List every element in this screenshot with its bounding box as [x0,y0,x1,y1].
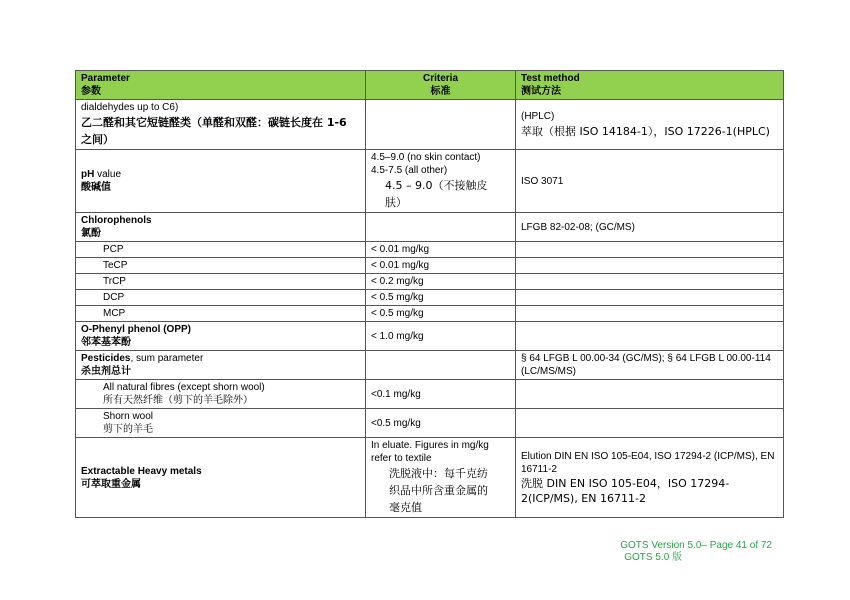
criteria-cell [366,351,516,380]
criteria-en: In eluate. Figures in mg/kg refer to textile [371,440,489,464]
method-cell [516,242,784,258]
method-cell [516,100,784,150]
header-criteria-en: Criteria [422,73,458,84]
parameter-criteria-table [75,70,784,518]
param-en: Chlorophenols [81,215,152,226]
criteria-cell [366,438,516,518]
param-en: All natural fibres (except shorn wool) [103,382,265,393]
table-row-pcp [76,242,784,258]
table-header-row [76,71,784,100]
param-cell [76,322,366,351]
criteria-cell: < 0.01 mg/kg [366,242,516,258]
param-cell: MCP [76,306,366,322]
header-criteria [366,71,516,100]
criteria-cell: < 0.2 mg/kg [366,274,516,290]
param-cell: TeCP [76,258,366,274]
param-zh: 邻苯基苯酚 [81,337,131,348]
table-row-shorn-wool [76,409,784,438]
param-en-bold: Pesticides [81,353,131,364]
param-cell [76,351,366,380]
param-cell: DCP [76,290,366,306]
table-row-heavy-metals [76,438,784,518]
header-test-method [516,71,784,100]
table-row-opp [76,322,784,351]
criteria-line1: 4.5–9.0 (no skin contact) [371,152,481,163]
method-cell [516,409,784,438]
param-en: O-Phenyl phenol (OPP) [81,324,192,335]
param-zh: 杀虫剂总计 [81,366,131,377]
param-zh: 剪下的羊毛 [103,424,153,435]
method-cell [516,290,784,306]
header-method-zh: 测试方法 [521,86,561,97]
param-cell [76,100,366,150]
table-row-tecp [76,258,784,274]
table-row-chlorophenols [76,213,784,242]
header-criteria-zh: 标准 [430,86,451,97]
table-row-natural-fibres [76,380,784,409]
param-zh: 酸碱值 [81,182,111,193]
page-footer [620,540,772,564]
method-cell [516,258,784,274]
param-cell [76,380,366,409]
criteria-cell: < 1.0 mg/kg [366,322,516,351]
footer-version-zh: GOTS 5.0 版 [624,552,683,563]
criteria-cell [366,213,516,242]
header-method-en: Test method [521,73,580,84]
criteria-cell [366,150,516,213]
criteria-cell: < 0.01 mg/kg [366,258,516,274]
criteria-zh: 4.5 – 9.0（不接触皮肤） [385,179,488,209]
table-row-pesticides [76,351,784,380]
footer-version-page: GOTS Version 5.0– Page 41 of 72 [620,540,772,551]
criteria-cell: <0.1 mg/kg [366,380,516,409]
header-parameter-zh: 参数 [81,86,101,97]
param-zh: 氯酚 [81,228,101,239]
method-en: (HPLC) [521,110,555,122]
param-cell [76,409,366,438]
method-cell: LFGB 82-02-08; (GC/MS) [516,213,784,242]
table-row-ph [76,150,784,213]
method-en: Elution DIN EN ISO 105-E04, ISO 17294-2 (ICP/MS), EN 16711-2 [521,450,775,475]
criteria-line2: 4.5-7.5 (all other) [371,165,448,176]
criteria-cell: < 0.5 mg/kg [366,306,516,322]
param-cell: TrCP [76,274,366,290]
table-row-dcp [76,290,784,306]
param-en-bold: pH [81,169,95,180]
header-parameter-en: Parameter [81,73,130,84]
method-cell [516,306,784,322]
param-en: Extractable Heavy metals [81,465,202,477]
header-parameter [76,71,366,100]
method-zh: 萃取（根据 ISO 14184-1），ISO 17226-1(HPLC) [521,124,770,138]
param-cell [76,150,366,213]
param-en-rest: , sum parameter [130,353,204,364]
method-cell [516,380,784,409]
table-row-dialdehydes [76,100,784,150]
method-cell [516,322,784,351]
param-en: Shorn wool [103,411,154,422]
criteria-zh: 洗脱液中：每千克纺织品中所含重金属的毫克值 [389,467,488,514]
param-en-rest: value [94,169,122,180]
param-cell [76,438,366,518]
method-cell [516,438,784,518]
param-cell: PCP [76,242,366,258]
criteria-cell [366,100,516,150]
method-zh: 洗脱 DIN EN ISO 105-E04，ISO 17294-2(ICP/MS), EN 16711-2 [521,476,730,505]
criteria-cell: <0.5 mg/kg [366,409,516,438]
param-en: dialdehydes up to C6) [81,102,179,113]
param-zh: 可萃取重金属 [81,478,141,490]
table-row-mcp [76,306,784,322]
method-cell: ISO 3071 [516,150,784,213]
param-cell [76,213,366,242]
param-zh: 所有天然纤维（剪下的羊毛除外） [103,395,253,406]
method-cell: § 64 LFGB L 00.00-34 (GC/MS); § 64 LFGB L 00.00-114 (LC/MS/MS) [516,351,784,380]
table-row-trcp [76,274,784,290]
criteria-cell: < 0.5 mg/kg [366,290,516,306]
method-cell [516,274,784,290]
param-zh: 乙二醛和其它短链醛类（单醛和双醛：碳链长度在 1-6 之间） [81,116,347,146]
